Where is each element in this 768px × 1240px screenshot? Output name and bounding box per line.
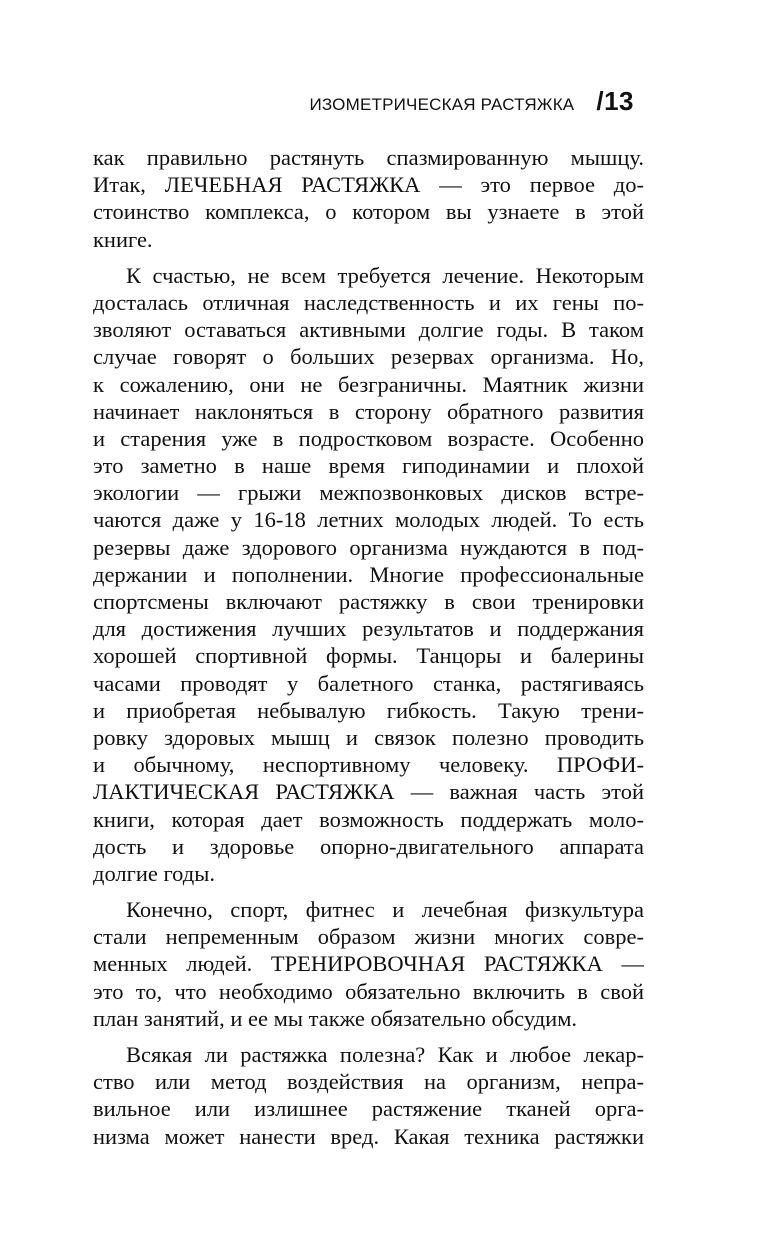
text-line: часами проводят у балетного станка, растягиваясь <box>93 670 644 696</box>
text-line: это заметно в наше время гиподинамии и плохой <box>93 453 644 479</box>
text-line: спортсмены включают растяжку в свои тренировки <box>93 589 644 614</box>
text-line: ЛАКТИЧЕСКАЯ РАСТЯЖКА — важная часть этой <box>93 779 644 805</box>
text-line: и приобретая небывалую гибкость. Такую трени- <box>93 697 644 723</box>
text-line: и старения уже в подростковом возрасте. Особенно <box>93 425 644 451</box>
text-line: стоинство комплекса, о котором вы узнаете в этой <box>93 199 644 225</box>
text-line: для достижения лучших результатов и поддержания <box>93 616 644 642</box>
text-line: стали непременным образом жизни многих совре- <box>93 924 644 950</box>
body-text <box>93 144 644 1150</box>
paragraph <box>93 262 644 887</box>
text-line: Всякая ли растяжка полезна? Как и любое лекар- <box>126 1042 644 1067</box>
text-line: К счастью, не всем требуется лечение. Некоторым <box>126 262 644 288</box>
text-line: зволяют оставаться активными долгие годы. В таком <box>93 317 644 343</box>
text-line: досталась отличная наследственность и их гены по- <box>93 289 644 315</box>
text-line: вильное или излишнее растяжение тканей орга- <box>93 1096 644 1122</box>
paragraph <box>93 144 644 253</box>
text-line: и обычному, неспортивному человеку. ПРОФИ- <box>93 752 644 778</box>
text-line: хорошей спортивной формы. Танцоры и балерины <box>93 643 644 669</box>
running-title: ИЗОМЕТРИЧЕСКАЯ РАСТЯЖКА <box>309 95 575 114</box>
text-line: дость и здоровье опорно-двигательного аппарата <box>93 833 644 859</box>
text-line: долгие годы. <box>93 860 215 886</box>
text-line: низма может нанести вред. Какая техника растяжки <box>93 1123 644 1149</box>
text-line: держании и пополнении. Многие профессиональные <box>93 561 644 587</box>
text-line: к сожалению, они не безграничны. Маятник жизни <box>93 371 644 397</box>
text-line: Итак, ЛЕЧЕБНАЯ РАСТЯЖКА — это первое до- <box>93 172 644 198</box>
text-line: начинает наклоняться в сторону обратного развития <box>93 398 644 424</box>
text-line: чаются даже у 16-18 летних молодых людей. То есть <box>93 507 644 533</box>
text-line: как правильно растянуть спазмированную мышцу. <box>93 145 644 170</box>
text-line: Конечно, спорт, фитнес и лечебная физкультура <box>126 897 644 923</box>
text-line: план занятий, и ее мы также обязательно обсудим. <box>93 1005 578 1031</box>
page-number: /13 <box>596 86 634 116</box>
running-header <box>309 86 634 117</box>
text-line: резервы даже здорового организма нуждаются в под- <box>93 534 644 560</box>
text-line: книге. <box>93 226 153 252</box>
text-line: ство или метод воздействия на организм, непра- <box>93 1069 644 1095</box>
text-line: случае говорят о больших резервах организма. Но, <box>93 344 644 370</box>
text-line: книги, которая дает возможность поддержать моло- <box>93 806 644 832</box>
text-line: менных людей. ТРЕНИРОВОЧНАЯ РАСТЯЖКА — <box>93 951 644 977</box>
paragraph <box>93 1041 644 1150</box>
paragraph <box>93 896 644 1032</box>
text-line: ровку здоровых мышц и связок полезно проводить <box>93 724 644 750</box>
text-line: это то, что необходимо обязательно включить в свой <box>93 978 644 1004</box>
text-line: экологии — грыжи межпозвонковых дисков встре- <box>93 480 644 506</box>
